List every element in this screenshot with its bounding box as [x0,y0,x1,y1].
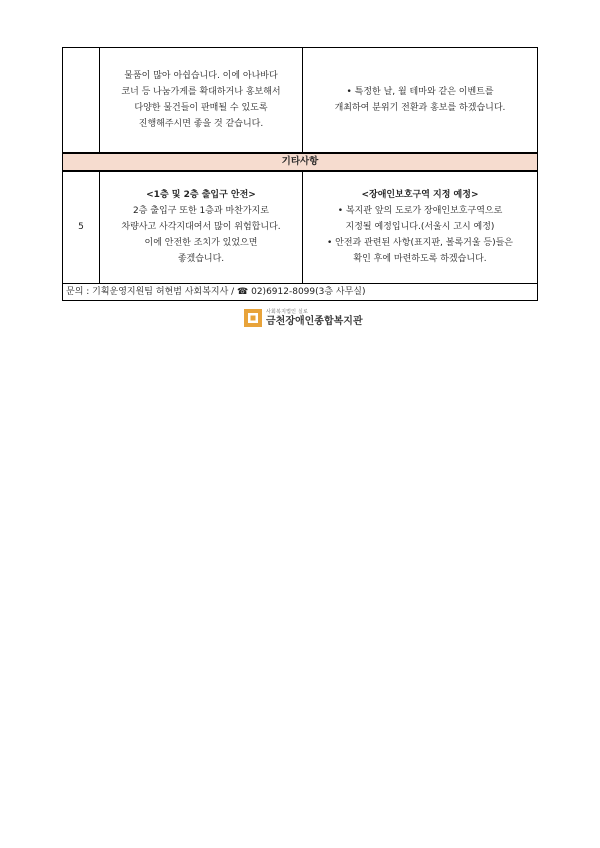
suggestion-line: 물품이 많아 아쉽습니다. 이에 아나바다 [124,70,278,81]
response-line: 개최하여 분위기 전환과 홍보를 하겠습니다. [334,102,506,113]
suggestion-line: 2층 출입구 또한 1층과 마찬가지로 [133,206,269,217]
suggestion-line: 좋겠습니다. [177,254,225,265]
contact-row [63,284,538,301]
organization-logo [244,308,363,328]
section-title: 기타사항 [63,153,538,171]
suggestion-line: 코너 등 나눔가게를 확대하거나 홍보해서 [121,86,281,97]
suggestion-line: 다양한 물건들이 판매될 수 있도록 [134,102,268,113]
table-row [63,171,538,284]
row-number: 5 [63,171,100,284]
table-row [63,48,538,153]
suggestion-title: <1층 및 2층 출입구 안전> [146,190,256,201]
section-header-row [63,153,538,171]
response-cell [303,48,538,153]
logo-subtitle: 사회복지법인 실로 [266,308,309,315]
suggestion-line: 진행해주시면 좋을 것 같습니다. [138,118,264,129]
suggestion-line: 차량사고 사각지대여서 많이 위험합니다. [121,222,281,233]
logo-name: 금천장애인종합복지관 [266,315,363,327]
suggestion-line: 이에 안전한 조치가 있었으면 [144,238,258,249]
suggestion-cell [100,171,303,284]
response-line: 지정될 예정입니다.(서울시 고시 예정) [345,222,495,233]
response-line: • 특정한 날, 월 테마와 같은 이벤트를 [346,86,494,97]
response-line: • 안전과 관련된 사항(표지판, 볼록거울 등)들은 [327,238,513,249]
response-cell [303,171,538,284]
response-title: <장애인보호구역 지정 예정> [361,190,479,201]
row-number [63,48,100,153]
response-line: 확인 후에 마련하도록 하겠습니다. [353,254,487,265]
response-line: • 복지관 앞의 도로가 장애인보호구역으로 [337,206,503,217]
logo-text [266,310,363,327]
suggestion-cell [100,48,303,153]
square-frame-logo-icon [244,309,262,327]
feedback-table [62,47,538,301]
contact-info: 문의 : 기획운영지원팀 허현범 사회복지사 / ☎ 02)6912-8099(3층 사무실) [63,284,538,301]
